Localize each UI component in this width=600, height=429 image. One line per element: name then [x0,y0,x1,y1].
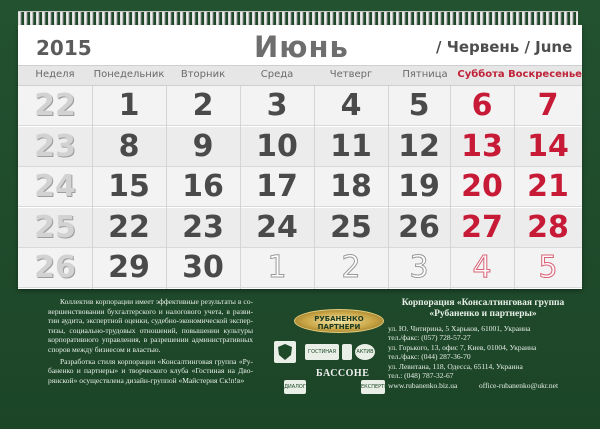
day-cell: 19 [398,169,440,205]
corporation-title [388,298,578,320]
grid-divider [450,86,451,289]
addresses [388,324,598,380]
logo-text: РУБАНЕНКО ПАРТНЕРИ [314,315,364,331]
week-number: 24 [34,169,76,205]
brand-bassonet: БАССОНЕ [316,368,370,379]
partner-logo-gostinaya: ГОСТИНАЯ [305,344,339,360]
partner-logo-dialog: ДИАЛОГ [284,380,306,394]
days-grid [18,86,582,289]
description-paragraph: Коллектив корпорации имеет эффективные результаты в со-вершенствовании бухгалтерского и налогового учета, в разви-тии аудита, экспертной оценки, судебно-экономической экспер-тизы, социально-трудовых отношений, повышении культуры корпоративного управления, в разрешении административных споров между бизнесом и властью. [48,297,253,354]
day-cell: 24 [256,209,298,245]
calendar-sheet [18,25,582,289]
week-row [18,167,582,207]
day-cell: 26 [398,209,440,245]
day-cell: 2 [341,250,361,286]
weekday-header-row [18,65,582,86]
day-cell: 30 [182,250,224,286]
day-cell: 11 [330,128,372,164]
spiral-binding [18,11,578,26]
day-cell: 17 [256,169,298,205]
weekday-name: Понедельник [93,69,165,80]
day-cell: 16 [182,169,224,205]
email-link[interactable]: office-rubanenko@ukr.net [479,381,559,390]
corporation-title-line: «Рубаненко и партнеры» [429,309,537,319]
day-cell-weekend: 13 [461,128,503,164]
week-row [18,86,582,126]
week-row [18,208,582,248]
day-cell-weekend: 4 [472,250,492,286]
shield-icon [274,341,296,363]
day-cell: 22 [108,209,150,245]
weekday-name: Неделя [35,69,75,80]
month-alt-names: / Червень / June [436,38,573,56]
weekday-name: Вторник [180,69,226,80]
weekday-name: Среда [260,69,294,80]
day-cell-weekend: 27 [461,209,503,245]
grid-divider [388,86,389,289]
day-cell-weekend: 14 [527,128,569,164]
address-line: ул. Горького, 13, офис 7, Киев, 01004, Украина [388,342,537,352]
company-description [48,297,253,387]
year-label: 2015 [36,36,92,60]
website-link[interactable]: www.rubanenko.biz.ua [388,381,458,390]
grid-divider [314,86,315,289]
day-cell: 1 [118,88,140,123]
corporation-title-line: Корпорация «Консалтинговая группа [401,298,565,308]
day-cell: 8 [118,128,140,164]
address-line: ул. Левитана, 118, Одесса, 65114, Украина [388,361,523,371]
address-line: тел.: (048) 787-32-67 [388,371,454,381]
week-number: 25 [34,209,76,245]
week-number: 22 [34,88,76,123]
month-title: Июнь [254,30,349,64]
grid-divider [166,86,167,289]
day-cell: 3 [266,88,288,123]
partner-logo-aktiv: АКТИВ [355,344,375,360]
day-cell-weekend: 21 [527,169,569,205]
day-cell-weekend: 20 [461,169,503,205]
weekday-name: Пятница [402,69,448,80]
weekday-name: Четверг [329,69,373,80]
day-cell: 10 [256,128,298,164]
day-cell: 25 [330,209,372,245]
partner-logo-divider [342,344,352,360]
grid-divider [240,86,241,289]
day-cell: 2 [192,88,214,123]
weekday-name-weekend: Воскресенье [508,69,582,80]
week-number: 26 [34,250,76,286]
day-cell: 12 [398,128,440,164]
corporation-logo [294,306,384,336]
day-cell-weekend: 6 [471,88,493,123]
day-cell: 9 [192,128,214,164]
day-cell: 4 [340,88,362,123]
address-line: ул. Ю. Читирина, 5 Харьков, 61001, Украина [388,324,531,333]
day-cell-weekend: 5 [538,250,558,286]
weekday-name-weekend: Суббота [457,69,505,80]
contact-block [388,298,598,380]
partner-logo-ekspertiza: ЕКСПЕРТИЗА [361,380,385,394]
week-row [18,248,582,288]
day-cell-weekend: 28 [527,209,569,245]
day-cell: 29 [108,250,150,286]
address-line: тел./факс: (057) 728-57-27 [388,333,471,343]
day-cell: 5 [408,88,430,123]
grid-divider [92,86,93,289]
grid-divider [514,86,515,289]
week-row [18,127,582,167]
address-line: тел./факс: (044) 287-36-70 [388,352,471,362]
week-number: 23 [34,128,76,164]
description-paragraph: Разработка стиля корпорации «Консалтинговая группа «Ру-баненко и партнеры» и творческого клуба «Гостиная на Дво-рянской» осуществлена дизайн-группой «Майстерня Ск!п!в» [48,356,253,385]
calendar-header [18,25,582,65]
day-cell: 1 [267,250,287,286]
emblem-logo [274,341,296,363]
day-cell: 18 [330,169,372,205]
day-cell: 23 [182,209,224,245]
day-cell: 15 [108,169,150,205]
day-cell: 3 [409,250,429,286]
day-cell-weekend: 7 [537,88,559,123]
